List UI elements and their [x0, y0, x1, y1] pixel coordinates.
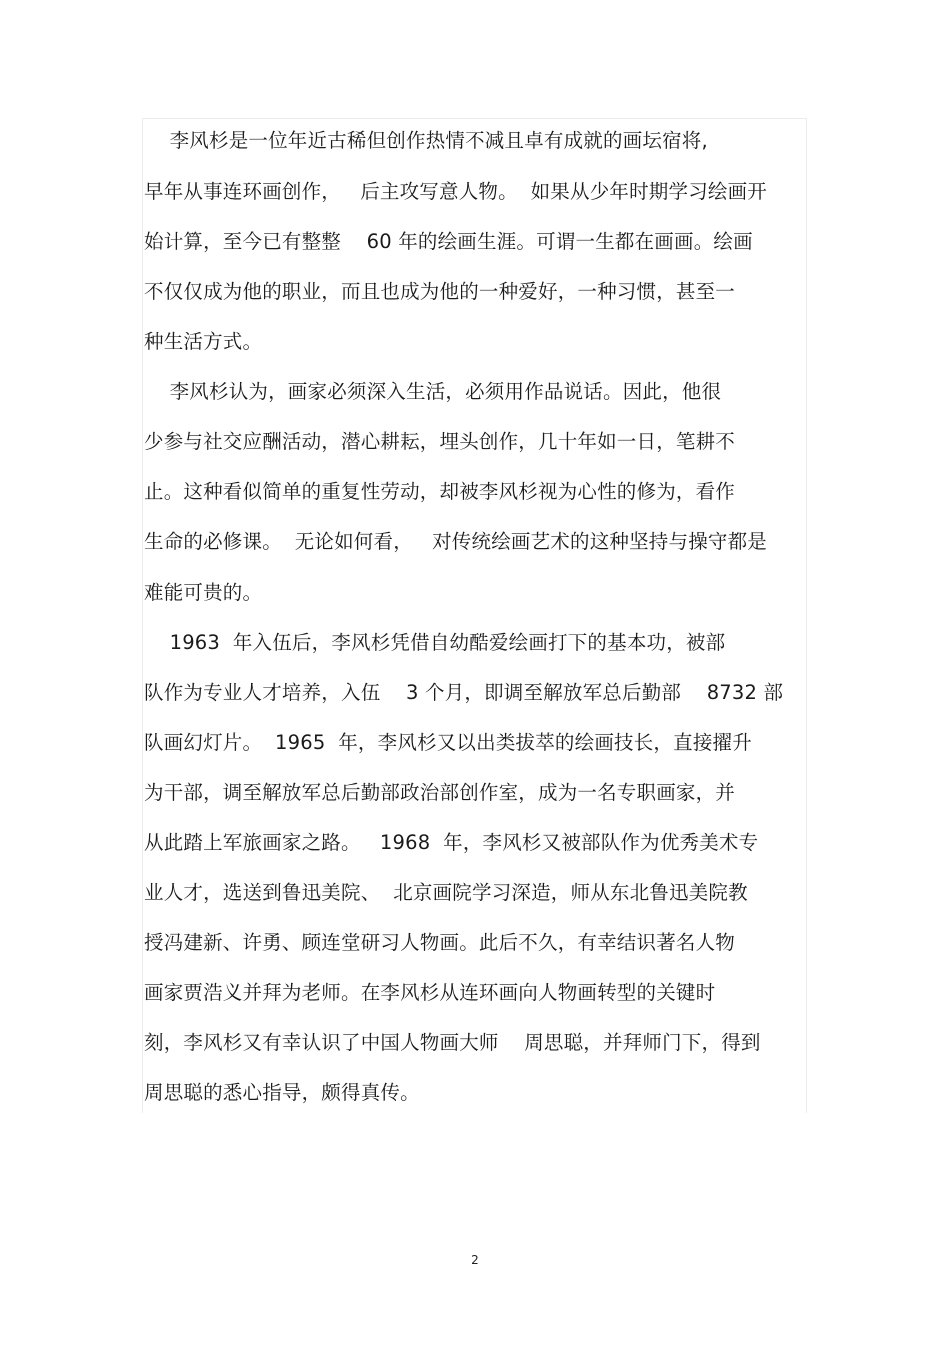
paragraph-3-line-10: 周思聪的悉心指导，颇得真传。 — [144, 1081, 420, 1104]
paragraph-1-line-5: 种生活方式。 — [144, 330, 263, 353]
paragraph-3-line-9: 刻，李风杉又有幸认识了中国人物画大师 周思聪，并拜师门下，得到 — [144, 1031, 761, 1054]
paragraph-3-line-3: 队画幻灯片。 1965 年，李风杉又以出类拔萃的绘画技长，直接擢升 — [144, 731, 752, 754]
page-number: 2 — [471, 1253, 479, 1267]
paragraph-3-line-5: 从此踏上军旅画家之路。 1968 年，李风杉又被部队作为优秀美术专 — [144, 831, 759, 854]
paragraph-3-line-8: 画家贾浩义并拜为老师。在李风杉从连环画向人物画转型的关键时 — [144, 981, 716, 1004]
paragraph-1-line-1: 李风杉是一位年近古稀但创作热情不减且卓有成就的画坛宿将, — [144, 129, 708, 152]
paragraph-2-line-3: 止。这种看似简单的重复性劳动，却被李风杉视为心性的修为，看作 — [144, 480, 736, 503]
paragraph-2-line-1: 李风杉认为，画家必须深入生活，必须用作品说话。因此，他很 — [144, 380, 722, 403]
paragraph-2-line-2: 少参与社交应酬活动，潜心耕耘，埋头创作，几十年如一日，笔耕不 — [144, 430, 736, 453]
paragraph-1-line-4: 不仅仅成为他的职业，而且也成为他的一种爱好，一种习惯，甚至一 — [144, 280, 736, 303]
paragraph-3-line-2: 队作为专业人才培养，入伍 3 个月，即调至解放军总后勤部 8732 部 — [144, 681, 784, 704]
text-frame — [142, 118, 807, 1113]
paragraph-3-line-1: 1963 年入伍后，李风杉凭借自幼酷爱绘画打下的基本功，被部 — [144, 631, 726, 654]
paragraph-3-line-6: 业人才，选送到鲁迅美院、 北京画院学习深造，师从东北鲁迅美院教 — [144, 881, 748, 904]
paragraph-1-line-3: 始计算，至今已有整整 60 年的绘画生涯。可谓一生都在画画。绘画 — [144, 230, 753, 253]
paragraph-1-line-2: 早年从事连环画创作， 后主攻写意人物。 如果从少年时期学习绘画开 — [144, 180, 767, 203]
paragraph-3-line-4: 为干部，调至解放军总后勤部政治部创作室，成为一名专职画家，并 — [144, 781, 736, 804]
paragraph-2-line-5: 难能可贵的。 — [144, 581, 263, 604]
paragraph-2-line-4: 生命的必修课。 无论如何看， 对传统绘画艺术的这种坚持与操守都是 — [144, 530, 767, 553]
paragraph-3-line-7: 授冯建新、许勇、顾连堂研习人物画。此后不久，有幸结识著名人物 — [144, 931, 736, 954]
